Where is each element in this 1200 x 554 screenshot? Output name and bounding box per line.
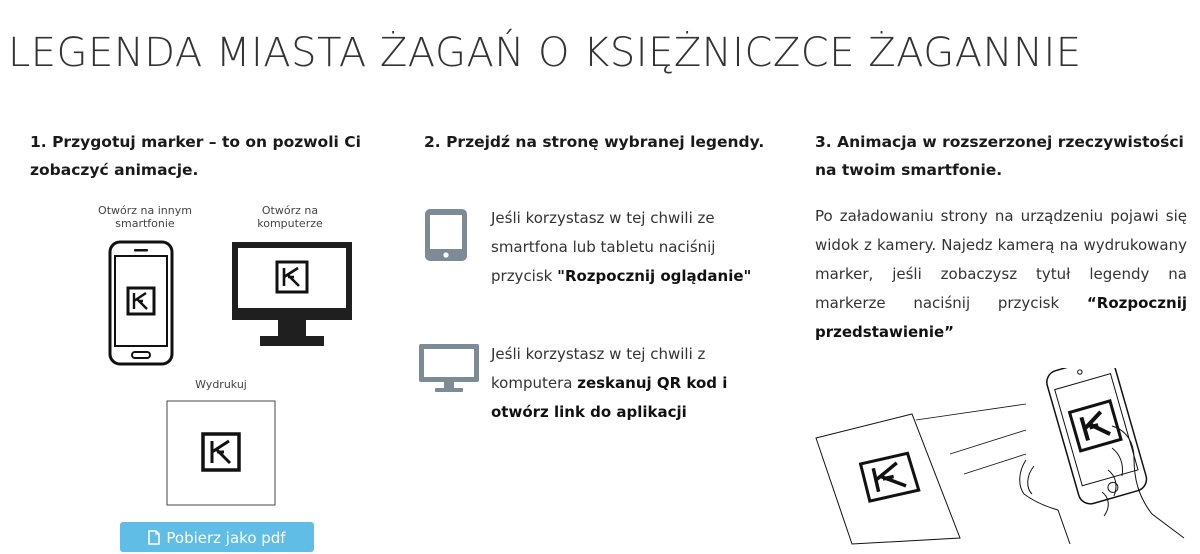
step3-heading-line1: 3. Animacja w rozszerzonej rzeczywistości: [815, 133, 1184, 151]
step2-section: [424, 128, 780, 156]
step3-heading-line2: na twoim smartfonie.: [815, 161, 1003, 179]
step2-desktop-line1: Jeśli korzystasz w tej chwili z: [491, 345, 706, 363]
file-pdf-icon: [148, 530, 160, 545]
step2-desktop-text: [491, 340, 783, 427]
step1-heading: [30, 128, 370, 184]
computer-label-line1: Otwórz na: [261, 204, 319, 217]
step1-heading-line2: zobaczyć animacje.: [30, 161, 199, 179]
step2-heading: 2. Przejdź na stronę wybranej legendy.: [424, 133, 765, 151]
tablet-icon: [424, 208, 468, 262]
step3-description: [815, 202, 1187, 347]
step2-desktop-line2-bold: zeskanuj QR kod i: [577, 374, 728, 392]
page-title: LEGENDA MIASTA ŻAGAŃ O KSIĘŻNICZCE ŻAGANNIE: [8, 30, 1082, 76]
print-label: Wydrukuj: [195, 378, 247, 391]
step1-section: [30, 128, 370, 184]
step2-mobile-text: [491, 204, 783, 291]
step3-description-text: Po załadowaniu strony na urządzeniu pojawi się widok z kamery. Najedz kamerą na wydrukowany marker, jeśli zobaczysz tytuł legendy na markerze naciśnij przycisk: [815, 207, 1187, 312]
download-pdf-label: Pobierz jako pdf: [166, 529, 286, 547]
computer-label: [235, 204, 345, 230]
step2-desktop-line3-bold: otwórz link do aplikacji: [491, 403, 687, 421]
step2-mobile-line3-bold: "Rozpocznij oglądanie": [557, 267, 752, 285]
step2-mobile-line2: smartfona lub tabletu naciśnij: [491, 238, 716, 256]
step3-heading: [815, 128, 1187, 184]
step3-section: [815, 128, 1187, 184]
phone-label: [90, 204, 200, 230]
step1-heading-line1: 1. Przygotuj marker – to on pozwoli Ci: [30, 133, 361, 151]
computer-label-line2: komputerze: [257, 217, 323, 230]
step2-mobile-line1: Jeśli korzystasz w tej chwili ze: [491, 209, 715, 227]
monitor-icon: [418, 343, 480, 393]
download-pdf-button[interactable]: [120, 522, 314, 552]
step3-description-bold: “Rozpocznij przedstawienie”: [815, 294, 1187, 341]
phone-label-line2: smartfonie: [115, 217, 175, 230]
ar-scan-illustration: [812, 368, 1198, 546]
marker-options: [90, 200, 360, 546]
printed-marker-icon: [166, 400, 276, 506]
step2-mobile-line3-prefix: przycisk: [491, 267, 558, 285]
phone-marker-icon: [108, 240, 174, 366]
monitor-marker-icon: [230, 240, 354, 350]
step2-desktop-line2-prefix: komputera: [491, 374, 578, 392]
phone-label-line1: Otwórz na innym: [98, 204, 192, 217]
